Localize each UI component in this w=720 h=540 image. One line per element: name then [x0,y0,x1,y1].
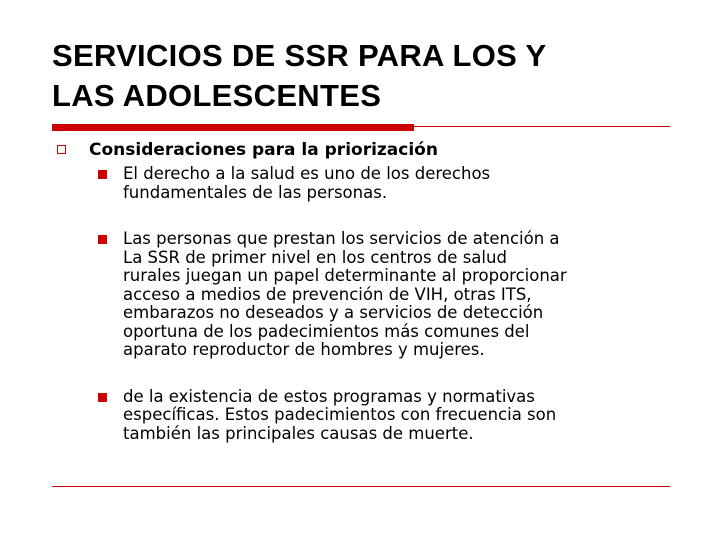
bullet-level1 [57,140,677,160]
footer-divider [52,486,670,487]
item-line: específicas. Estos padecimientos con frecuencia son [123,405,557,424]
hollow-square-icon [57,145,66,154]
item-line: de la existencia de estos programas y normativas [123,386,535,406]
item-line: aparato reproductor de hombres y mujeres. [123,340,485,359]
item-line: embarazos no deseados y a servicios de detección [123,303,544,322]
slide-title-line-1: SERVICIOS DE SSR PARA LOS Y [52,38,547,73]
item-line: El derecho a la salud es uno de los derechos [123,164,491,183]
list-item [57,388,677,444]
filled-square-icon [98,235,107,244]
section-heading: Consideraciones para la priorización [89,140,438,160]
title-divider-thick [52,124,414,131]
item-line: acceso a medios de prevención de VIH, otras ITS, [123,284,532,304]
filled-square-icon [98,393,107,402]
title-divider-thin [414,126,670,127]
bullet-list [57,165,677,443]
content-area [57,140,677,443]
item-line: La SSR de primer nivel en los centros de salud [123,247,507,267]
item-line: oportuna de los padecimientos más comunes del [123,321,530,341]
list-item [57,165,677,202]
slide-title-line-2: LAS ADOLESCENTES [52,78,382,113]
list-item [57,230,677,360]
item-line: fundamentales de las personas. [123,182,388,202]
filled-square-icon [98,170,107,179]
item-line: también las principales causas de muerte. [123,423,474,443]
item-line: Las personas que prestan los servicios de atención a [123,229,560,248]
slide-title [52,36,702,116]
item-line: rurales juegan un papel determinante al proporcionar [123,266,567,285]
